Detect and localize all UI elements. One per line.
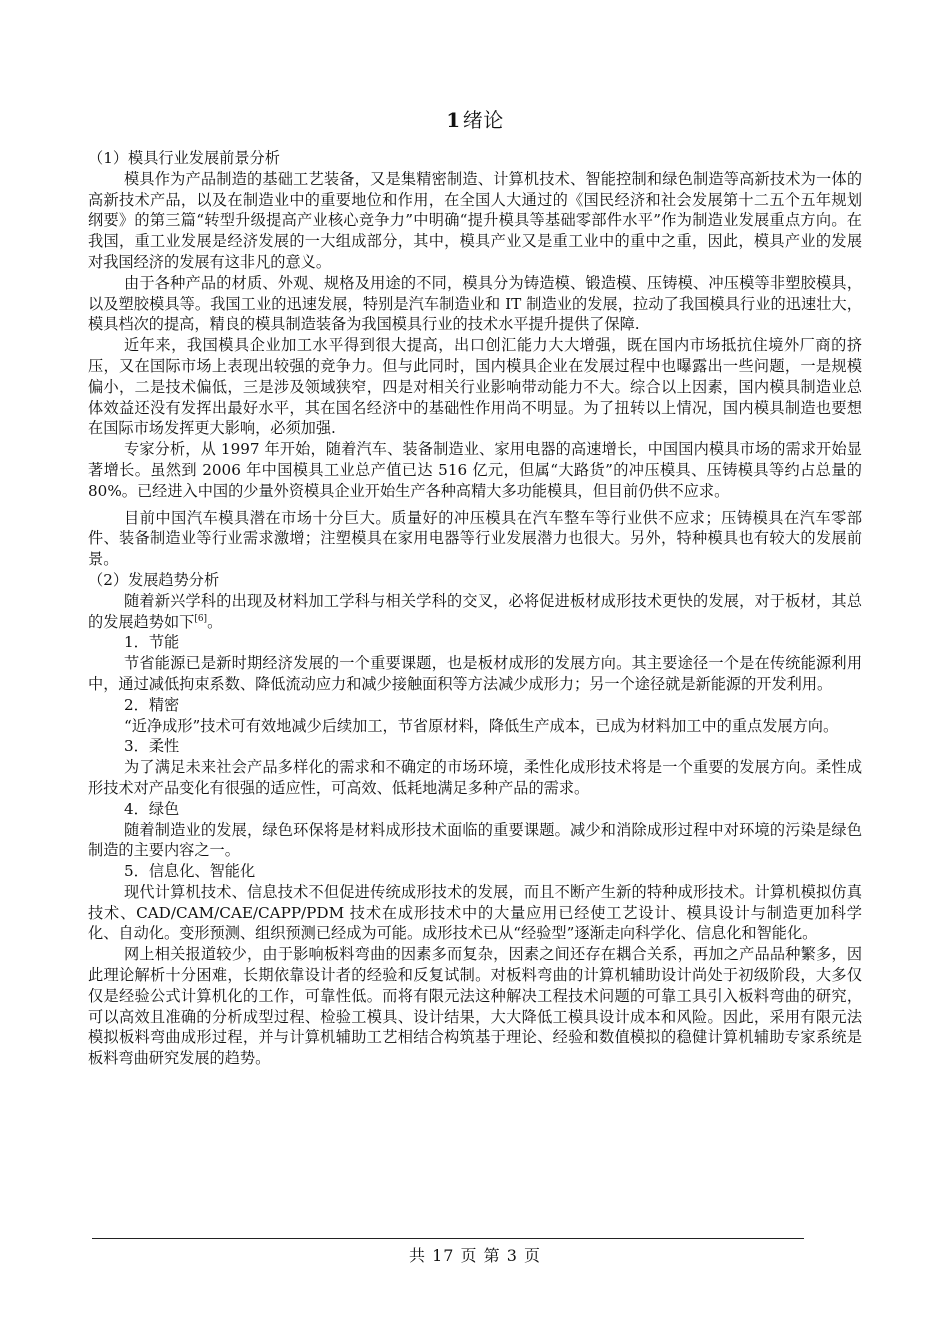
- document-body: [88, 148, 862, 1069]
- paragraph: 近年来，我国模具企业加工水平得到很大提高，出口创汇能力大大增强，既在国内市场抵抗住境外厂商的挤压，又在国际市场上表现出较强的竞争力。但与此同时，国内模具企业在发展过程中也曝露出一些问题，一是规模偏小，二是技术偏低，三是涉及领域狭窄，四是对相关行业影响带动能力不大。综合以上因素，国内模具制造业总体效益还没有发挥出最好水平，其在国名经济中的基础性作用尚不明显。为了扭转以上情况，国内模具制造也要想在国际市场发挥更大影响，必须加强.: [88, 336, 862, 438]
- paragraph: 目前中国汽车模具潜在市场十分巨大。质量好的冲压模具在汽车整车等行业供不应求；压铸模具在汽车零部件、装备制造业等行业需求激增；注塑模具在家用电器等行业发展潜力也很大。另外，特种模具也有较大的发展前景。: [88, 508, 862, 569]
- footer-divider: [92, 1238, 804, 1239]
- paragraph: “近净成形”技术可有效地减少后续加工，节省原材料，降低生产成本，已成为材料加工中的重点发展方向。: [124, 716, 839, 735]
- paragraph: 网上相关报道较少，由于影响板料弯曲的因素多而复杂，因素之间还存在耦合关系，再加之产品品种繁多，因此理论解析十分困难，长期依靠设计者的经验和反复试制。对板料弯曲的计算机辅助设计尚处于初级阶段，大多仅仅是经验公式计算机化的工作，可靠性低。而将有限元法这种解决工程技术问题的可靠工具引入板料弯曲的研究，可以高效且准确的分析成型过程、检验工模具、设计结果，大大降低工模具设计成本和风险。因此，采用有限元法模拟板料弯曲成形过程，并与计算机辅助工艺相结合构筑基于理论、经验和数值模拟的稳健计算机辅助专家系统是板料弯曲研究发展的趋势。: [88, 945, 862, 1068]
- paragraph: 随着制造业的发展，绿色环保将是材料成形技术面临的重要课题。减少和消除成形过程中对环境的污染是绿色制造的主要内容之一。: [88, 820, 862, 860]
- paragraph-end: 。: [207, 612, 223, 631]
- subheading-informatization: 5．信息化、智能化: [124, 862, 256, 881]
- paragraph: 专家分析，从 1997 年开始，随着汽车、装备制造业、家用电器的高速增长，中国国内模具市场的需求开始显著增长。虽然到 2006 年中国模具工业总产值已达 516 亿元，但属“大路货”的冲压模具、压铸模具等约占总量的 80%。已经进入中国的少量外资模具企业开始生产各种高精大多功能模具，但目前仍供不应求。: [88, 440, 862, 500]
- subheading-energy: 1．节能: [124, 633, 180, 652]
- paragraph: 由于各种产品的材质、外观、规格及用途的不同，模具分为铸造模、锻造模、压铸模、冲压模等非塑胶模具，以及塑胶模具等。我国工业的迅速发展，特别是汽车制造业和 IT 制造业的发展，拉动了我国模具行业的迅速壮大，模具档次的提高，精良的模具制造装备为我国模具行业的技术水平提升提供了保障.: [88, 273, 862, 334]
- paragraph: 现代计算机技术、信息技术不但促进传统成形技术的发展，而且不断产生新的特种成形技术。计算机模拟仿真技术、CAD/CAM/CAE/CAPP/PDM 技术在成形技术中的大量应用已经使工艺设计、模具设计与制造更加科学化、自动化。变形预测、组织预测已经成为可能。成形技术已从“经验型”逐渐走向科学化、信息化和智能化。: [88, 882, 862, 943]
- section-heading-2: （2）发展趋势分析: [88, 570, 220, 589]
- paragraph: 模具作为产品制造的基础工艺装备，又是集精密制造、计算机技术、智能控制和绿色制造等高新技术为一体的高新技术产品，以及在制造业中的重要地位和作用，在全国人大通过的《国民经济和社会发展第十二五个五年规划纲要》的第三篇“转型升级提高产业核心竞争力”中明确“提升模具等基础零部件水平”作为制造业发展重点方向。在我国，重工业发展是经济发展的一大组成部分，其中，模具产业又是重工业中的重中之重，因此，模具产业的发展对我国经济的发展有这非凡的意义。: [88, 169, 862, 271]
- subheading-green: 4．绿色: [124, 799, 180, 818]
- paragraph: 节省能源已是新时期经济发展的一个重要课题，也是板材成形的发展方向。其主要途径一个是在传统能源利用中，通过减低拘束系数、降低流动应力和减少接触面积等方法减少成形力；另一个途径就是新能源的开发利用。: [88, 654, 862, 693]
- paragraph-text: 随着新兴学科的出现及材料加工学科与相关学科的交叉，必将促进板材成形技术更快的发展，对于板材，其总的发展趋势如下: [88, 591, 862, 631]
- citation-ref: [6]: [194, 613, 208, 624]
- subheading-precision: 2．精密: [124, 695, 180, 714]
- paragraph-with-citation: [88, 591, 862, 633]
- section-heading-1: （1）模具行业发展前景分析: [88, 149, 280, 167]
- subheading-flexible: 3．柔性: [124, 737, 180, 756]
- page-footer: 共 17 页 第 3 页: [409, 1246, 541, 1265]
- chapter-title-text: 绪论: [462, 108, 504, 132]
- paragraph: 为了满足未来社会产品多样化的需求和不确定的市场环境，柔性化成形技术将是一个重要的发展方向。柔性成形技术对产品变化有很强的适应性，可高效、低耗地满足多种产品的需求。: [88, 758, 862, 797]
- chapter-number: 1: [446, 108, 461, 132]
- chapter-title: [0, 104, 950, 133]
